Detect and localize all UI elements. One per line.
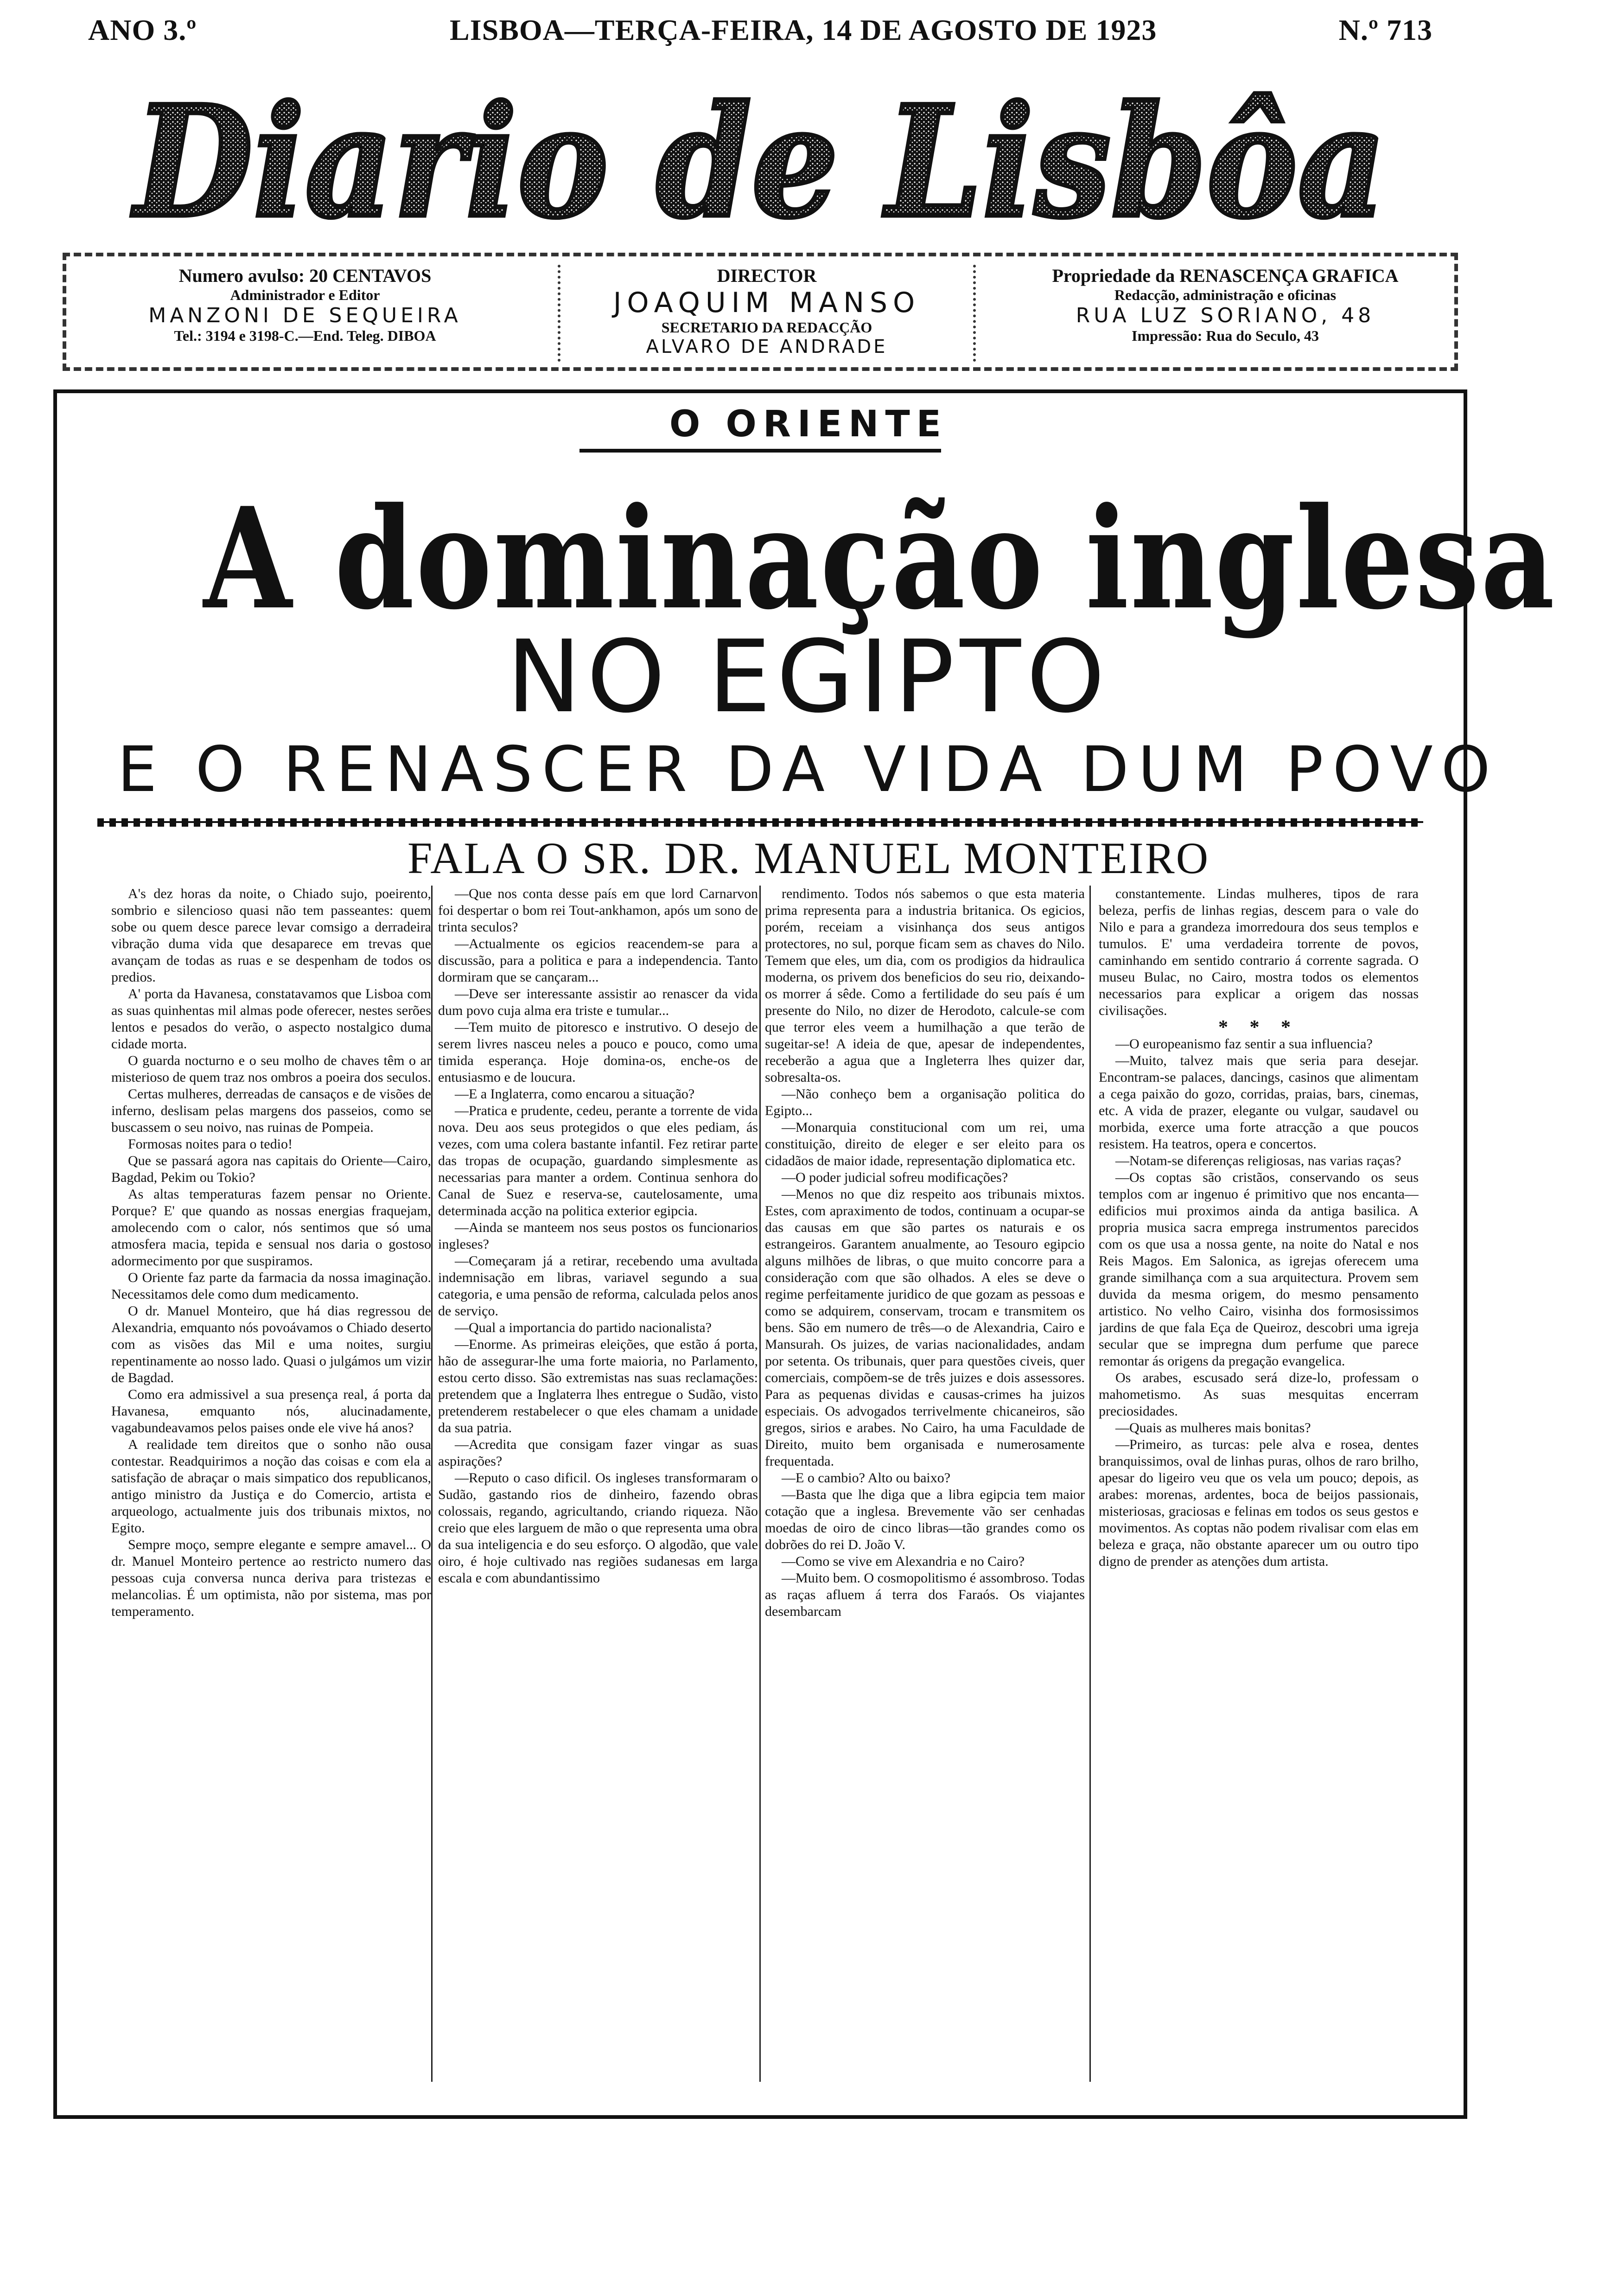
article-paragraph: —Não conheço bem a organisação politica do Egipto... (765, 1086, 1085, 1118)
section-underline (579, 449, 941, 453)
article-paragraph: —Monarquia constitucional com um rei, uma constituição, direito de eleger e ser eleito para os cidadãos de maior idade, representação diplomatica etc. (765, 1120, 1085, 1168)
section-title: O ORIENTE (669, 403, 948, 445)
article-paragraph: —Basta que lhe diga que a libra egipcia tem maior cotação que a inglesa. Brevemente vão ser cenhadas moedas de oiro de cinco libras—tão grandes como os dobrões do rei D. João V. (765, 1487, 1085, 1552)
article-paragraph: —E o cambio? Alto ou baixo? (782, 1470, 951, 1486)
price-line: Numero avulso: 20 CENTAVOS (178, 265, 432, 286)
article-paragraph: constantemente. Lindas mulheres, tipos de rara beleza, perfis de linhas regias, descem para o vale do Nilo e para a grandeza imorredoura dos seus templos e tumulos. E' uma verdadeira torrente de povos, caminhando em sentido contrario á corrente sagrada. O museu Bulac, no Cairo, mostra todos os elementos necessarios para explicar a origem das nossas civilisações. (1099, 886, 1419, 1018)
issue-number: N.º 713 (1338, 13, 1432, 46)
article-paragraph: —Pratica e prudente, cedeu, perante a torrente de vida nova. Deu aos seus protegidos o que eles pediam, ás vezes, com uma colera bastante infantil. Fez retirar parte das tropas de ocupação, guardando simplesmente as necessarias para manter a ordem. Continua senhora do Canal de Suez e reserva-se, cautelosamente, uma determinada acção na politica exterior egipcia. (438, 1103, 758, 1218)
article-paragraph: —Começaram já a retirar, recebendo uma avultada indemnisação em libras, variavel segundo a sua categoria, e uma pensão de reforma, calculada pelos anos de serviço. (438, 1253, 758, 1319)
article-paragraph: —Acredita que consigam fazer vingar as suas aspirações? (438, 1437, 758, 1469)
year-label: ANO 3.º (88, 13, 197, 46)
article-paragraph: Formosas noites para o tedio! (128, 1136, 293, 1152)
article-paragraph: —Como se vive em Alexandria e no Cairo? (782, 1554, 1025, 1569)
info-right (1003, 265, 1448, 362)
article-paragraph: —Qual a importancia do partido nacionalista? (455, 1320, 712, 1335)
ownership-line: Propriedade da RENASCENÇA GRAFICA (1052, 265, 1399, 286)
headline: A dominação inglesa (203, 477, 1556, 640)
address-line: RUA LUZ SORIANO, 48 (1076, 304, 1375, 327)
article-paragraph: Certas mulheres, derreadas de cansaços e de visões de inferno, deslisam pelas margens dos passeios, como se buscassem o seu noivo, nas ruinas de Pompeia. (111, 1086, 431, 1135)
admin-name: MANZONI DE SEQUEIRA (148, 304, 462, 327)
info-center (558, 265, 976, 362)
speaker-heading: FALA O SR. DR. MANUEL MONTEIRO (407, 833, 1210, 883)
article-paragraph: —Os coptas são cristãos, conservando os seus templos com ar ingenuo é primitivo que nos encanta—edificios mui proximos ainda da antiga basilica. A propria musica sacra emprega instrumentos parecidos com os que usa a nossa gente, na noite do Natal e nos Reis Magos. Em Salonica, as igrejas oferecem uma grande similhança com a sua arquitectura. Provem sem duvida da mesma origem, do mesmo pensamento artistico. No velho Cairo, visinha dos formosissimos jardins de que fala Eça de Queiroz, descobri uma igreja secular que se impregna dum perfume que parece remontar ás origens da pregação evangelica. (1099, 1170, 1419, 1369)
article-paragraph: —Deve ser interessante assistir ao renascer da vida dum povo cuja alma era triste e tumular... (438, 986, 758, 1018)
article-column-2 (438, 886, 758, 2100)
article-paragraph: —Enorme. As primeiras eleições, que estão á porta, hão de assegurar-lhe uma forte maioria, no Parlamento, estou certo disso. São extremistas nas suas reclamações: pretendem que a Inglaterra lhes entregue o Sudão, visto pretenderem restabelecer o que eles chamam a unidade da sua patria. (438, 1337, 758, 1435)
telephone-line: Tel.: 3194 e 3198-C.—End. Teleg. DIBOA (174, 327, 436, 344)
top-dateline-bar (88, 13, 1432, 50)
article-paragraph: As altas temperaturas fazem pensar no Oriente. Porque? E' que quando as nossas energias fraquejam, amolecendo com o calor, nós sentimos que só uma atmosfera macia, tepida e sensual nos daria o gostoso adormecimento por que suspiramos. (111, 1186, 431, 1269)
article-paragraph: Sempre moço, sempre elegante e sempre amavel... O dr. Manuel Monteiro pertence ao restricto numero das pessoas cuja conversa nunca deriva para tristezas e melancolias. É um optimista, não por sistema, mas por temperamento. (111, 1537, 431, 1619)
article-column-1 (111, 886, 431, 2100)
info-bar (63, 253, 1458, 371)
article-paragraph: O dr. Manuel Monteiro, que há dias regressou de Alexandria, emquanto nós povoávamos o Chiado deserto com as visões das Mil e uma noites, surgiu repentinamente ao nosso lado. Quasi o julgámos um vizir de Bagdad. (111, 1303, 431, 1385)
article-paragraph: —O europeanismo faz sentir a sua influencia? (1115, 1036, 1373, 1052)
subheadline-2: E O RENASCER DA VIDA DUM POVO (117, 733, 1500, 806)
subheadline-1: NO EGIPTO (506, 619, 1111, 735)
article-paragraph: A's dez horas da noite, o Chiado sujo, poeirento, sombrio e silencioso quasi não tem passeantes: quem sobe ou quem desce parece levar comsigo a derradeira vibração duma vida que desaparece em trevas que avançam de todas as ruas e se despenham de todos os predios. (111, 886, 431, 985)
masthead-logo (121, 70, 1400, 255)
dateline: LISBOA—TERÇA-FEIRA, 14 DE AGOSTO DE 1923 (450, 13, 1157, 46)
secretary-label: SECRETARIO DA REDACÇÃO (661, 319, 872, 336)
secretary-name: ALVARO DE ANDRADE (646, 336, 888, 357)
article-paragraph: —E a Inglaterra, como encarou a situação? (455, 1086, 695, 1102)
director-name: JOAQUIM MANSO (613, 287, 921, 319)
section-separator: * * * (1218, 1017, 1299, 1038)
article-paragraph: O guarda nocturno e o seu molho de chaves têm o ar misterioso de quem traz nos ombros a poeira dos seculos. (111, 1053, 431, 1085)
article-paragraph: —Tem muito de pitoresco e instrutivo. O desejo de serem livres nasceu neles a pouco e pouco, como uma timida esperança. Hoje domina-os, enche-os de entusiasmo e de loucura. (438, 1020, 758, 1085)
article-paragraph: Que se passará agora nas capitais do Oriente—Cairo, Bagdad, Pekim ou Tokio? (111, 1153, 431, 1185)
offices-label: Redacção, administração e oficinas (1114, 287, 1337, 303)
printing-line: Impressão: Rua do Seculo, 43 (1132, 327, 1319, 344)
article-paragraph: —Muito bem. O cosmopolitismo é assombroso. Todas as raças afluem á terra dos Faraós. Os viajantes desembarcam (765, 1570, 1085, 1619)
decorative-rule (97, 818, 1423, 827)
article-paragraph: Como era admissivel a sua presença real, á porta da Havanesa, emquanto nós, alucinadamente, vagabundeavamos pelos paises onde ele vive há anos? (111, 1387, 431, 1435)
article-paragraph: —Que nos conta desse país em que lord Carnarvon foi despertar o bom rei Tout-ankhamon, após um sono de trinta seculos? (438, 886, 758, 935)
article-paragraph: O Oriente faz parte da farmacia da nossa imaginação. Necessitamos dele como dum medicamento. (111, 1270, 431, 1302)
column-divider (431, 886, 433, 2082)
article-paragraph: —Notam-se diferenças religiosas, nas varias raças? (1115, 1153, 1401, 1168)
article-paragraph: A' porta da Havanesa, constatavamos que Lisboa com as suas quinhentas mil almas pode oferecer, nestes serões lentos e pesados do verão, o aspecto nostalgico duma cidade morta. (111, 986, 431, 1052)
article-column-3 (765, 886, 1085, 2100)
article-paragraph: —O poder judicial sofreu modificações? (782, 1170, 1008, 1185)
article-column-4 (1099, 886, 1419, 2100)
article-paragraph: —Menos no que diz respeito aos tribunais mixtos. Estes, com apraximento de todos, continuam a ocupar-se das causas em que são partes os naturais e os estrangeiros. Garantem anualmente, ao Tesouro egipcio alguns milhões de libras, o que muito concorre para a consideração com que são olhados. A eles se deve o regime perfeitamente juridico de que gozam as pessoas e como se adquirem, conservam, trocam e transmitem os bens. São em numero de três—o de Alexandria, Cairo e Mansurah. Os juizes, de varias nacionalidades, andam por setenta. Os tribunais, quer para questões civeis, quer comerciais, compõem-se de três juizes e dois assessores. Para as pequenas dividas e causas-crimes ha juizos especiais. Os advogados terrivelmente chicaneiros, são gregos, sirios e arabes. No Cairo, ha uma Faculdade de Direito, muito bem organisada e numerosamente frequentada. (765, 1186, 1085, 1469)
svg-text:Diario de Lisbôa: Diario de Lisbôa (130, 72, 1386, 252)
column-divider (1089, 886, 1091, 2082)
article-paragraph: —Quais as mulheres mais bonitas? (1115, 1420, 1311, 1435)
article-paragraph: —Reputo o caso dificil. Os ingleses transformaram o Sudão, gastando rios de dinheiro, fazendo obras colossais, regando, agricultando, criando riqueza. Não creio que eles larguem de mão o que representa uma obra da sua inteligencia e do seu esforço. O algodão, que vale oiro, é hoje cultivado nas regiões sudanesas em larga escala e com abundantissimo (438, 1470, 758, 1586)
masthead-logo-svg (121, 70, 1400, 255)
admin-label: Administrador e Editor (230, 287, 380, 303)
article-paragraph: Os arabes, escusado será dize-lo, professam o mahometismo. As suas mesquitas encerram preciosidades. (1099, 1370, 1419, 1419)
director-label: DIRECTOR (717, 265, 817, 286)
info-left (85, 265, 525, 362)
column-divider (759, 886, 761, 2082)
article-paragraph: —Primeiro, as turcas: pele alva e rosea, dentes branquissimos, oval de linhas puras, olhos de raro brilho, apesar do ligeiro veu que os vela um pouco; depois, as arabes: morenas, ardentes, boca de beijos passionais, misteriosas, graciosas e felinas em todos os seus gestos e movimentos. As coptas não podem rivalisar com elas em beleza e graça, não obstante aparecer um ou outro tipo digno de prender as atenções dum artista. (1099, 1437, 1419, 1569)
article-paragraph: A realidade tem direitos que o sonho não ousa contestar. Readquirimos a noção das coisas e com ela a satisfação de abraçar o mais simpatico dos republicanos, antigo ministro da Justiça e do Comercio, artista e arqueologo, actualmente juis dos tribunais mixtos, no Egito. (111, 1437, 431, 1536)
article-paragraph: —Muito, talvez mais que seria para desejar. Encontram-se palaces, dancings, casinos que alimentam a cega paixão do gozo, corridas, praias, bars, cinemas, etc. A vida de prazer, elegante ou vulgar, saudavel ou morbida, exerce uma forte atracção a que poucos resistem. Ha teatros, opera e concertos. (1099, 1053, 1419, 1152)
article-paragraph: rendimento. Todos nós sabemos o que esta materia prima representa para a industria britanica. Os egicios, porém, receiam a visinhança dos seus antigos protectores, no sul, porque ficam sem as chaves do Nilo. Temem que eles, um dia, com os prodigios da hidraulica moderna, os privem dos beneficios do seu rio, deixando-os morrer á sêde. Como a fertilidade do seu país é um presente do Nilo, no dizer de Herodoto, calcule-se com que terror eles veem a humilhação a que terão de sugeitar-se! A ideia de que, apesar de independentes, receberão a agua que a Ingleterra lhes quizer dar, sobresalta-os. (765, 886, 1085, 1085)
article-paragraph: —Actualmente os egicios reacendem-se para a discussão, para a politica e para a independencia. Tanto dormiram que se cançaram... (438, 936, 758, 985)
article-paragraph: —Ainda se manteem nos seus postos os funcionarios ingleses? (438, 1220, 758, 1252)
